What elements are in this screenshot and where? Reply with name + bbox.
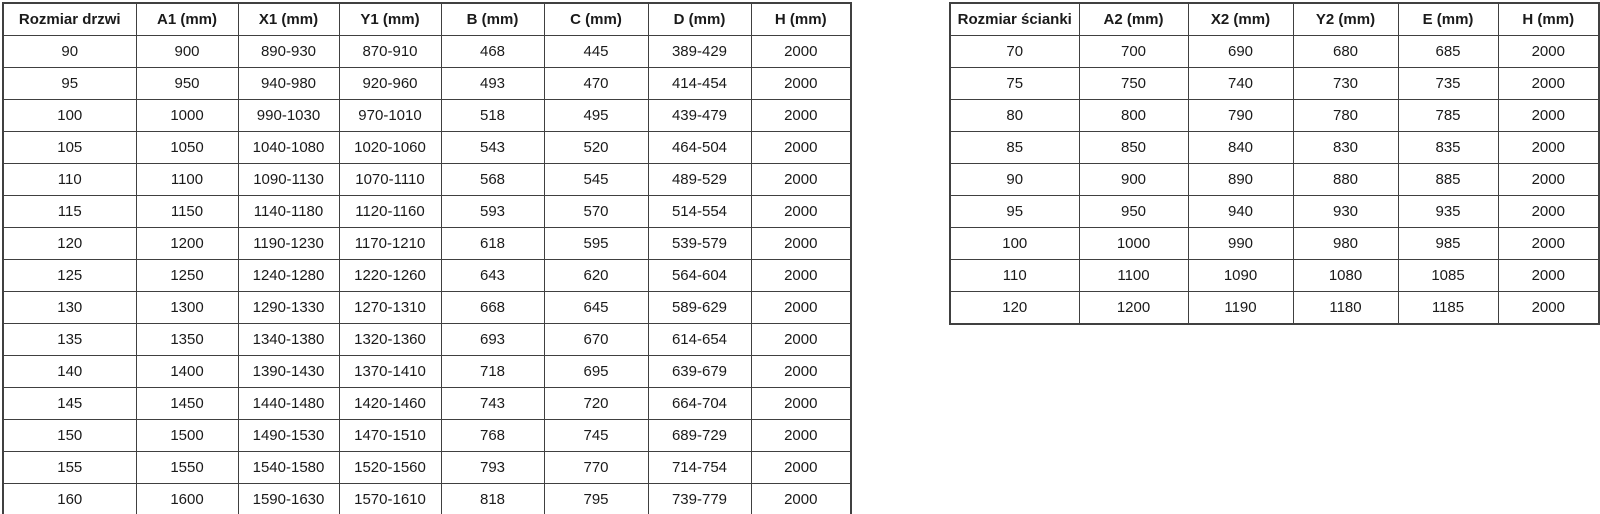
cell: 730 bbox=[1293, 68, 1398, 100]
cell: 105 bbox=[3, 132, 136, 164]
cell: 743 bbox=[441, 388, 544, 420]
cell: 690 bbox=[1188, 36, 1293, 68]
cell: 818 bbox=[441, 484, 544, 514]
table-row bbox=[950, 260, 1599, 292]
cell: 935 bbox=[1398, 196, 1498, 228]
column-header: Rozmiar drzwi bbox=[3, 3, 136, 36]
table-row bbox=[950, 228, 1599, 260]
cell: 1370-1410 bbox=[339, 356, 441, 388]
cell: 645 bbox=[544, 292, 648, 324]
cell: 1050 bbox=[136, 132, 238, 164]
cell: 745 bbox=[544, 420, 648, 452]
table-row bbox=[950, 68, 1599, 100]
cell: 1170-1210 bbox=[339, 228, 441, 260]
cell: 439-479 bbox=[648, 100, 751, 132]
cell: 514-554 bbox=[648, 196, 751, 228]
cell: 1200 bbox=[136, 228, 238, 260]
cell: 1190-1230 bbox=[238, 228, 339, 260]
cell: 110 bbox=[950, 260, 1079, 292]
table-row bbox=[3, 68, 851, 100]
cell: 160 bbox=[3, 484, 136, 514]
door-table-head bbox=[3, 3, 851, 36]
cell: 890-930 bbox=[238, 36, 339, 68]
cell: 970-1010 bbox=[339, 100, 441, 132]
door-table-body bbox=[3, 36, 851, 514]
cell: 940-980 bbox=[238, 68, 339, 100]
cell: 1090-1130 bbox=[238, 164, 339, 196]
column-header: C (mm) bbox=[544, 3, 648, 36]
cell: 793 bbox=[441, 452, 544, 484]
cell: 620 bbox=[544, 260, 648, 292]
cell: 950 bbox=[136, 68, 238, 100]
cell: 750 bbox=[1079, 68, 1188, 100]
cell: 140 bbox=[3, 356, 136, 388]
cell: 489-529 bbox=[648, 164, 751, 196]
cell: 564-604 bbox=[648, 260, 751, 292]
cell: 1080 bbox=[1293, 260, 1398, 292]
cell: 414-454 bbox=[648, 68, 751, 100]
cell: 1420-1460 bbox=[339, 388, 441, 420]
cell: 639-679 bbox=[648, 356, 751, 388]
column-header: Y2 (mm) bbox=[1293, 3, 1398, 36]
cell: 595 bbox=[544, 228, 648, 260]
cell: 900 bbox=[136, 36, 238, 68]
cell: 2000 bbox=[751, 36, 851, 68]
cell: 115 bbox=[3, 196, 136, 228]
cell: 1340-1380 bbox=[238, 324, 339, 356]
cell: 1180 bbox=[1293, 292, 1398, 325]
cell: 1120-1160 bbox=[339, 196, 441, 228]
cell: 100 bbox=[3, 100, 136, 132]
cell: 1085 bbox=[1398, 260, 1498, 292]
cell: 568 bbox=[441, 164, 544, 196]
cell: 95 bbox=[3, 68, 136, 100]
cell: 85 bbox=[950, 132, 1079, 164]
cell: 689-729 bbox=[648, 420, 751, 452]
cell: 800 bbox=[1079, 100, 1188, 132]
cell: 2000 bbox=[751, 228, 851, 260]
cell: 920-960 bbox=[339, 68, 441, 100]
table-row bbox=[3, 196, 851, 228]
cell: 830 bbox=[1293, 132, 1398, 164]
cell: 1200 bbox=[1079, 292, 1188, 325]
cell: 685 bbox=[1398, 36, 1498, 68]
cell: 150 bbox=[3, 420, 136, 452]
cell: 950 bbox=[1079, 196, 1188, 228]
cell: 670 bbox=[544, 324, 648, 356]
table-row bbox=[3, 420, 851, 452]
cell: 870-910 bbox=[339, 36, 441, 68]
cell: 900 bbox=[1079, 164, 1188, 196]
cell: 1220-1260 bbox=[339, 260, 441, 292]
table-row bbox=[950, 292, 1599, 325]
cell: 589-629 bbox=[648, 292, 751, 324]
column-header: H (mm) bbox=[751, 3, 851, 36]
cell: 1320-1360 bbox=[339, 324, 441, 356]
cell: 1500 bbox=[136, 420, 238, 452]
cell: 1570-1610 bbox=[339, 484, 441, 514]
cell: 2000 bbox=[1498, 68, 1599, 100]
cell: 770 bbox=[544, 452, 648, 484]
cell: 2000 bbox=[1498, 132, 1599, 164]
cell: 2000 bbox=[751, 68, 851, 100]
cell: 1190 bbox=[1188, 292, 1293, 325]
cell: 493 bbox=[441, 68, 544, 100]
cell: 700 bbox=[1079, 36, 1188, 68]
cell: 2000 bbox=[751, 196, 851, 228]
cell: 80 bbox=[950, 100, 1079, 132]
cell: 1300 bbox=[136, 292, 238, 324]
cell: 739-779 bbox=[648, 484, 751, 514]
cell: 1140-1180 bbox=[238, 196, 339, 228]
cell: 1100 bbox=[1079, 260, 1188, 292]
column-header: X1 (mm) bbox=[238, 3, 339, 36]
cell: 990 bbox=[1188, 228, 1293, 260]
table-row bbox=[3, 452, 851, 484]
table-row bbox=[3, 388, 851, 420]
cell: 543 bbox=[441, 132, 544, 164]
column-header: E (mm) bbox=[1398, 3, 1498, 36]
cell: 1390-1430 bbox=[238, 356, 339, 388]
table-row bbox=[950, 100, 1599, 132]
table-row bbox=[950, 196, 1599, 228]
cell: 1150 bbox=[136, 196, 238, 228]
cell: 985 bbox=[1398, 228, 1498, 260]
cell: 1490-1530 bbox=[238, 420, 339, 452]
cell: 1020-1060 bbox=[339, 132, 441, 164]
table-row bbox=[3, 484, 851, 514]
cell: 1270-1310 bbox=[339, 292, 441, 324]
cell: 1590-1630 bbox=[238, 484, 339, 514]
cell: 1540-1580 bbox=[238, 452, 339, 484]
cell: 470 bbox=[544, 68, 648, 100]
cell: 693 bbox=[441, 324, 544, 356]
table-row bbox=[3, 292, 851, 324]
cell: 720 bbox=[544, 388, 648, 420]
wall-table-head bbox=[950, 3, 1599, 36]
cell: 2000 bbox=[1498, 100, 1599, 132]
cell: 70 bbox=[950, 36, 1079, 68]
cell: 1250 bbox=[136, 260, 238, 292]
header-row bbox=[3, 3, 851, 36]
column-header: B (mm) bbox=[441, 3, 544, 36]
cell: 389-429 bbox=[648, 36, 751, 68]
cell: 785 bbox=[1398, 100, 1498, 132]
cell: 850 bbox=[1079, 132, 1188, 164]
cell: 840 bbox=[1188, 132, 1293, 164]
cell: 75 bbox=[950, 68, 1079, 100]
table-row bbox=[950, 36, 1599, 68]
table-row bbox=[3, 132, 851, 164]
cell: 790 bbox=[1188, 100, 1293, 132]
cell: 2000 bbox=[1498, 36, 1599, 68]
cell: 110 bbox=[3, 164, 136, 196]
cell: 1600 bbox=[136, 484, 238, 514]
cell: 593 bbox=[441, 196, 544, 228]
cell: 120 bbox=[950, 292, 1079, 325]
cell: 495 bbox=[544, 100, 648, 132]
cell: 880 bbox=[1293, 164, 1398, 196]
cell: 570 bbox=[544, 196, 648, 228]
cell: 125 bbox=[3, 260, 136, 292]
cell: 130 bbox=[3, 292, 136, 324]
cell: 90 bbox=[3, 36, 136, 68]
cell: 539-579 bbox=[648, 228, 751, 260]
cell: 1000 bbox=[1079, 228, 1188, 260]
table-row bbox=[3, 324, 851, 356]
cell: 990-1030 bbox=[238, 100, 339, 132]
cell: 1000 bbox=[136, 100, 238, 132]
cell: 780 bbox=[1293, 100, 1398, 132]
cell: 1070-1110 bbox=[339, 164, 441, 196]
table-row bbox=[950, 132, 1599, 164]
column-header: X2 (mm) bbox=[1188, 3, 1293, 36]
cell: 835 bbox=[1398, 132, 1498, 164]
cell: 664-704 bbox=[648, 388, 751, 420]
cell: 520 bbox=[544, 132, 648, 164]
cell: 1400 bbox=[136, 356, 238, 388]
cell: 468 bbox=[441, 36, 544, 68]
cell: 2000 bbox=[1498, 260, 1599, 292]
cell: 1090 bbox=[1188, 260, 1293, 292]
cell: 740 bbox=[1188, 68, 1293, 100]
cell: 1240-1280 bbox=[238, 260, 339, 292]
cell: 2000 bbox=[751, 452, 851, 484]
cell: 2000 bbox=[1498, 164, 1599, 196]
cell: 2000 bbox=[751, 100, 851, 132]
cell: 2000 bbox=[751, 388, 851, 420]
cell: 2000 bbox=[751, 292, 851, 324]
table-row bbox=[3, 228, 851, 260]
cell: 2000 bbox=[751, 164, 851, 196]
column-header: Rozmiar ścianki bbox=[950, 3, 1079, 36]
cell: 735 bbox=[1398, 68, 1498, 100]
cell: 643 bbox=[441, 260, 544, 292]
table-row bbox=[3, 356, 851, 388]
cell: 2000 bbox=[751, 324, 851, 356]
cell: 2000 bbox=[751, 260, 851, 292]
cell: 1470-1510 bbox=[339, 420, 441, 452]
table-row bbox=[3, 260, 851, 292]
column-header: A1 (mm) bbox=[136, 3, 238, 36]
cell: 2000 bbox=[1498, 292, 1599, 325]
table-row bbox=[3, 36, 851, 68]
cell: 768 bbox=[441, 420, 544, 452]
cell: 1520-1560 bbox=[339, 452, 441, 484]
column-header: D (mm) bbox=[648, 3, 751, 36]
table-row bbox=[3, 100, 851, 132]
cell: 795 bbox=[544, 484, 648, 514]
wall-sizes-table bbox=[949, 2, 1600, 325]
header-row bbox=[950, 3, 1599, 36]
cell: 1440-1480 bbox=[238, 388, 339, 420]
cell: 2000 bbox=[751, 420, 851, 452]
cell: 618 bbox=[441, 228, 544, 260]
cell: 885 bbox=[1398, 164, 1498, 196]
cell: 464-504 bbox=[648, 132, 751, 164]
cell: 940 bbox=[1188, 196, 1293, 228]
cell: 1450 bbox=[136, 388, 238, 420]
cell: 1350 bbox=[136, 324, 238, 356]
cell: 930 bbox=[1293, 196, 1398, 228]
cell: 135 bbox=[3, 324, 136, 356]
cell: 1185 bbox=[1398, 292, 1498, 325]
cell: 718 bbox=[441, 356, 544, 388]
cell: 2000 bbox=[751, 484, 851, 514]
cell: 1100 bbox=[136, 164, 238, 196]
cell: 545 bbox=[544, 164, 648, 196]
cell: 155 bbox=[3, 452, 136, 484]
cell: 1550 bbox=[136, 452, 238, 484]
cell: 1290-1330 bbox=[238, 292, 339, 324]
cell: 2000 bbox=[751, 356, 851, 388]
wall-table-body bbox=[950, 36, 1599, 325]
column-header: H (mm) bbox=[1498, 3, 1599, 36]
cell: 1040-1080 bbox=[238, 132, 339, 164]
cell: 90 bbox=[950, 164, 1079, 196]
cell: 714-754 bbox=[648, 452, 751, 484]
table-row bbox=[950, 164, 1599, 196]
column-header: A2 (mm) bbox=[1079, 3, 1188, 36]
cell: 95 bbox=[950, 196, 1079, 228]
door-sizes-table bbox=[2, 2, 852, 514]
cell: 614-654 bbox=[648, 324, 751, 356]
cell: 890 bbox=[1188, 164, 1293, 196]
cell: 518 bbox=[441, 100, 544, 132]
cell: 668 bbox=[441, 292, 544, 324]
table-row bbox=[3, 164, 851, 196]
cell: 2000 bbox=[1498, 196, 1599, 228]
cell: 120 bbox=[3, 228, 136, 260]
cell: 680 bbox=[1293, 36, 1398, 68]
cell: 100 bbox=[950, 228, 1079, 260]
column-header: Y1 (mm) bbox=[339, 3, 441, 36]
cell: 145 bbox=[3, 388, 136, 420]
cell: 695 bbox=[544, 356, 648, 388]
cell: 980 bbox=[1293, 228, 1398, 260]
cell: 2000 bbox=[1498, 228, 1599, 260]
cell: 445 bbox=[544, 36, 648, 68]
cell: 2000 bbox=[751, 132, 851, 164]
